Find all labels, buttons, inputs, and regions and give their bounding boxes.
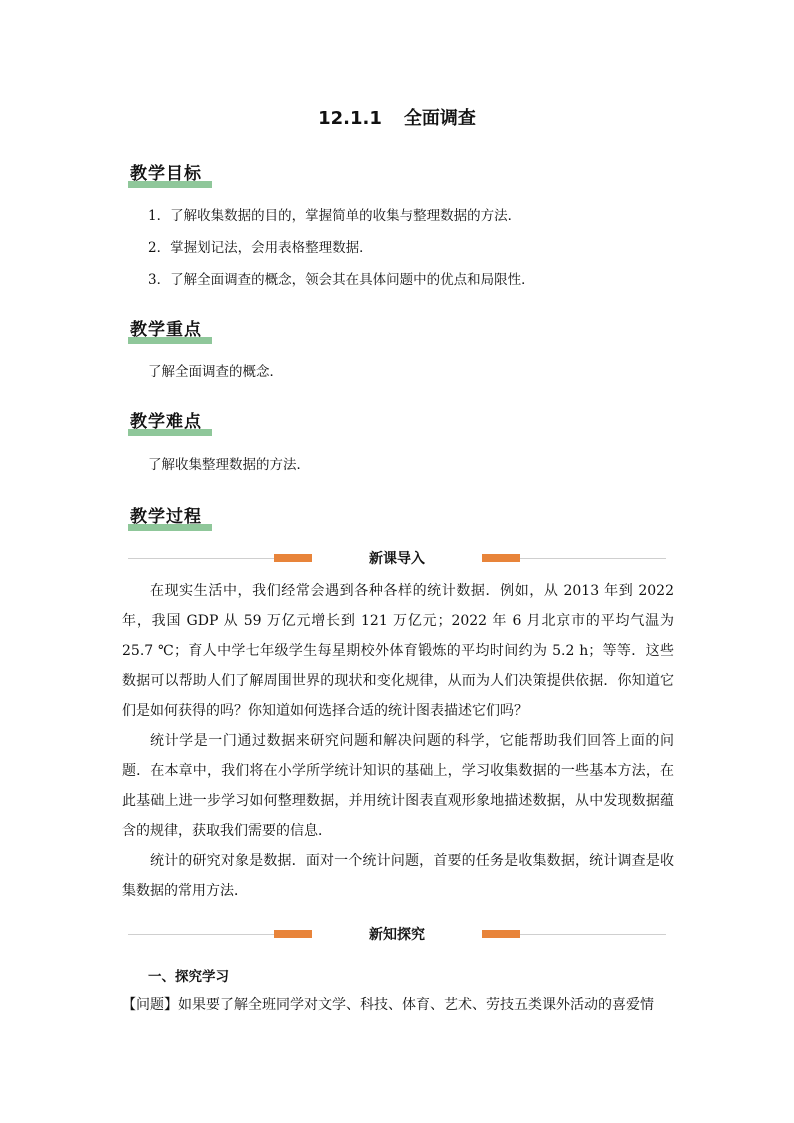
objective-item: 2．掌握划记法，会用表格整理数据．	[148, 240, 373, 256]
objective-item: 1．了解收集数据的目的，掌握简单的收集与整理数据的方法．	[148, 208, 522, 224]
page-title	[0, 104, 794, 130]
intro-label: 新课导入	[369, 551, 425, 567]
paragraph: 统计学是一门通过数据来研究问题和解决问题的科学，它能帮助我们回答上面的问题．在本章中，我们将在小学所学统计知识的基础上，学习收集数据的一些基本方法，在此基础上进一步学习如何整理数据，并用统计图表直观形象地描述数据，从中发现数据蕴含的规律，获取我们需要的信息．	[122, 733, 674, 839]
new-knowledge-label: 新知探究	[369, 927, 425, 943]
explore-subheading: 一、探究学习	[148, 969, 229, 985]
paragraph: 在现实生活中，我们经常会遇到各种各样的统计数据．例如，从 2013 年到 2022 年，我国 GDP 从 59 万亿元增长到 121 万亿元；2022 年 6 月北京市的平均气温为 25.7 ℃；育人中学七年级学生每星期校外体育锻炼的平均时间约为 5.2 h；等等．这些数据可以帮助人们了解周围世界的现状和变化规律，从而为人们决策提供依据．你知道它们是如何获得的吗？你知道如何选择合适的统计图表描述它们吗？	[122, 583, 674, 719]
key-points-text: 了解全面调查的概念．	[148, 364, 283, 380]
intro-body	[122, 576, 674, 906]
objectives-heading: 教学目标	[128, 162, 202, 188]
new-knowledge-divider	[128, 925, 666, 945]
objective-item: 3．了解全面调查的概念，领会其在具体问题中的优点和局限性．	[148, 272, 535, 288]
process-heading: 教学过程	[128, 505, 202, 531]
key-points-heading: 教学重点	[128, 318, 202, 344]
question-text: 【问题】如果要了解全班同学对文学、科技、体育、艺术、劳技五类课外活动的喜爱情	[122, 997, 654, 1013]
difficulties-text: 了解收集整理数据的方法．	[148, 457, 310, 473]
difficulties-heading: 教学难点	[128, 410, 202, 436]
section-title: 全面调查	[403, 108, 476, 129]
section-number: 12.1.1	[318, 108, 382, 129]
paragraph: 统计的研究对象是数据．面对一个统计问题，首要的任务是收集数据，统计调查是收集数据的常用方法．	[122, 853, 674, 899]
intro-divider	[128, 549, 666, 569]
